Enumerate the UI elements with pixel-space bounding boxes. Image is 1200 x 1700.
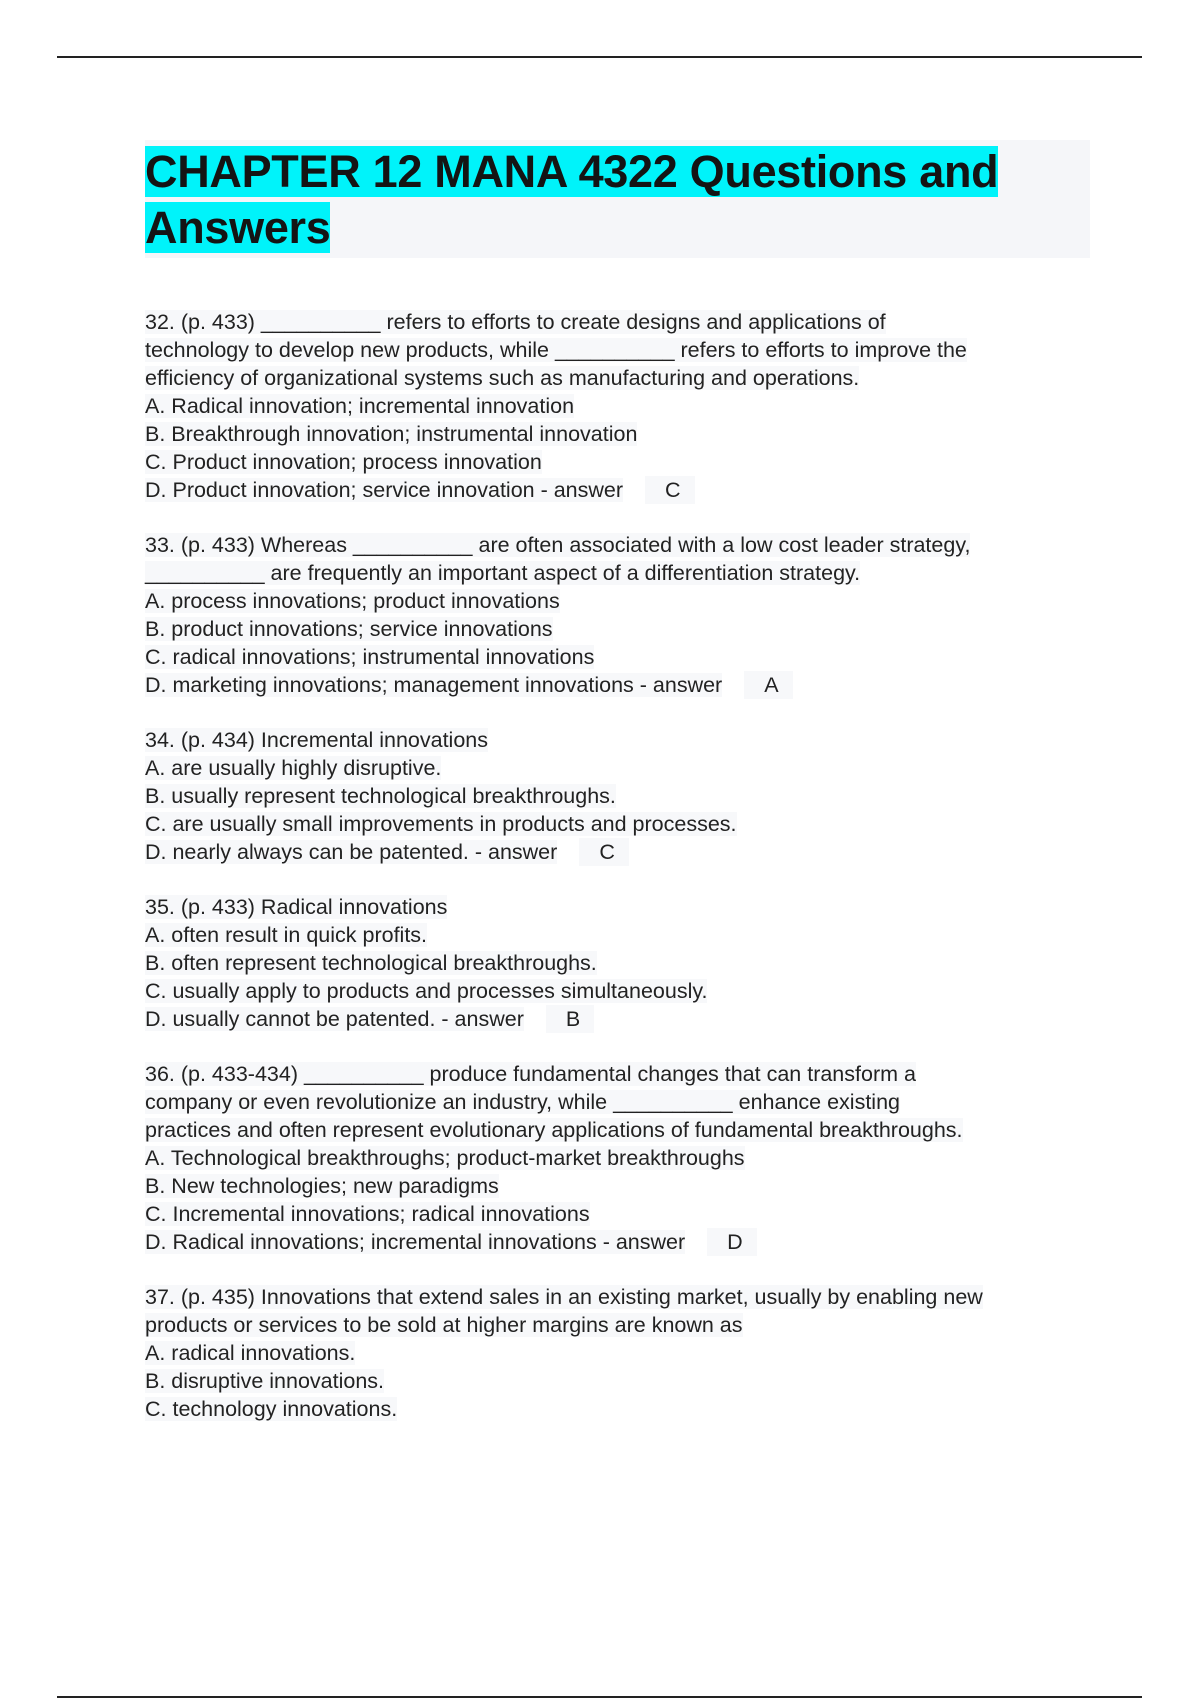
option-text: C. radical innovations; instrumental innovations — [145, 645, 595, 669]
option-text: B. usually represent technological breakthroughs. — [145, 784, 616, 808]
question-text: technology to develop new products, while __________ refers to efforts to improve the — [145, 338, 967, 362]
answer-option — [145, 476, 1090, 504]
question-block — [145, 1060, 1090, 1256]
answer-option — [145, 977, 1090, 1005]
answer-option — [145, 949, 1090, 977]
option-text: A. Technological breakthroughs; product-market breakthroughs — [145, 1146, 745, 1170]
answer-option — [145, 1200, 1090, 1228]
question-text: 33. (p. 433) Whereas __________ are often associated with a low cost leader strategy, — [145, 533, 971, 557]
question-text-line — [145, 1060, 1090, 1088]
question-text: products or services to be sold at higher margins are known as — [145, 1313, 743, 1337]
question-text: practices and often represent evolutionary applications of fundamental breakthroughs. — [145, 1118, 963, 1142]
answer-option — [145, 1339, 1090, 1367]
option-text: C. usually apply to products and processes simultaneously. — [145, 979, 708, 1003]
question-text-line — [145, 1088, 1090, 1116]
title-block — [145, 140, 1090, 258]
answer-key: C — [645, 476, 695, 504]
option-text: D. Radical innovations; incremental innovations - answer — [145, 1230, 686, 1254]
answer-option — [145, 782, 1090, 810]
answer-option — [145, 1367, 1090, 1395]
title-line-2: Answers — [145, 202, 331, 253]
answer-key: B — [546, 1005, 594, 1033]
question-text-line — [145, 893, 1090, 921]
answer-option — [145, 587, 1090, 615]
page-title — [145, 144, 1090, 256]
question-text: 35. (p. 433) Radical innovations — [145, 895, 448, 919]
question-text-line — [145, 531, 1090, 559]
answer-option — [145, 615, 1090, 643]
answer-key: A — [744, 671, 792, 699]
question-text: efficiency of organizational systems such as manufacturing and operations. — [145, 366, 860, 390]
option-text: C. technology innovations. — [145, 1397, 398, 1421]
question-list — [145, 308, 1090, 1423]
answer-key: C — [579, 838, 629, 866]
option-text: B. Breakthrough innovation; instrumental innovation — [145, 422, 638, 446]
question-text-line — [145, 559, 1090, 587]
question-text: 37. (p. 435) Innovations that extend sales in an existing market, usually by enabling new — [145, 1285, 983, 1309]
answer-option — [145, 838, 1090, 866]
option-text: A. Radical innovation; incremental innovation — [145, 394, 575, 418]
answer-option — [145, 810, 1090, 838]
question-text-line — [145, 336, 1090, 364]
footer-rule — [57, 1696, 1142, 1698]
question-text: 36. (p. 433-434) __________ produce fundamental changes that can transform a — [145, 1062, 916, 1086]
page-content — [145, 140, 1090, 1450]
answer-option — [145, 1228, 1090, 1256]
question-text: 32. (p. 433) __________ refers to efforts to create designs and applications of — [145, 310, 886, 334]
question-text: company or even revolutionize an industry, while __________ enhance existing — [145, 1090, 900, 1114]
header-rule — [57, 56, 1142, 58]
answer-option — [145, 392, 1090, 420]
option-text: A. are usually highly disruptive. — [145, 756, 442, 780]
option-text: A. process innovations; product innovations — [145, 589, 560, 613]
option-text: C. are usually small improvements in products and processes. — [145, 812, 737, 836]
question-text-line — [145, 726, 1090, 754]
option-text: B. disruptive innovations. — [145, 1369, 385, 1393]
question-block — [145, 1283, 1090, 1423]
option-text: A. often result in quick profits. — [145, 923, 428, 947]
answer-option — [145, 671, 1090, 699]
question-text-line — [145, 1311, 1090, 1339]
question-block — [145, 893, 1090, 1033]
question-block — [145, 308, 1090, 504]
option-text: D. Product innovation; service innovation - answer — [145, 478, 624, 502]
option-text: A. radical innovations. — [145, 1341, 356, 1365]
option-text: D. nearly always can be patented. - answer — [145, 840, 558, 864]
question-text: __________ are frequently an important aspect of a differentiation strategy. — [145, 561, 861, 585]
answer-option — [145, 1172, 1090, 1200]
answer-option — [145, 921, 1090, 949]
answer-option — [145, 420, 1090, 448]
answer-option — [145, 1005, 1090, 1033]
title-line-1: CHAPTER 12 MANA 4322 Questions and — [145, 146, 999, 197]
option-text: B. New technologies; new paradigms — [145, 1174, 499, 1198]
option-text: C. Incremental innovations; radical innovations — [145, 1202, 590, 1226]
answer-option — [145, 754, 1090, 782]
question-text-line — [145, 364, 1090, 392]
option-text: C. Product innovation; process innovation — [145, 450, 542, 474]
question-block — [145, 531, 1090, 699]
answer-key: D — [707, 1228, 757, 1256]
option-text: B. product innovations; service innovations — [145, 617, 553, 641]
question-text-line — [145, 1283, 1090, 1311]
question-block — [145, 726, 1090, 866]
option-text: D. marketing innovations; management innovations - answer — [145, 673, 723, 697]
option-text: D. usually cannot be patented. - answer — [145, 1007, 524, 1031]
answer-option — [145, 1144, 1090, 1172]
question-text: 34. (p. 434) Incremental innovations — [145, 728, 489, 752]
answer-option — [145, 643, 1090, 671]
question-text-line — [145, 308, 1090, 336]
answer-option — [145, 448, 1090, 476]
question-text-line — [145, 1116, 1090, 1144]
option-text: B. often represent technological breakthroughs. — [145, 951, 597, 975]
answer-option — [145, 1395, 1090, 1423]
